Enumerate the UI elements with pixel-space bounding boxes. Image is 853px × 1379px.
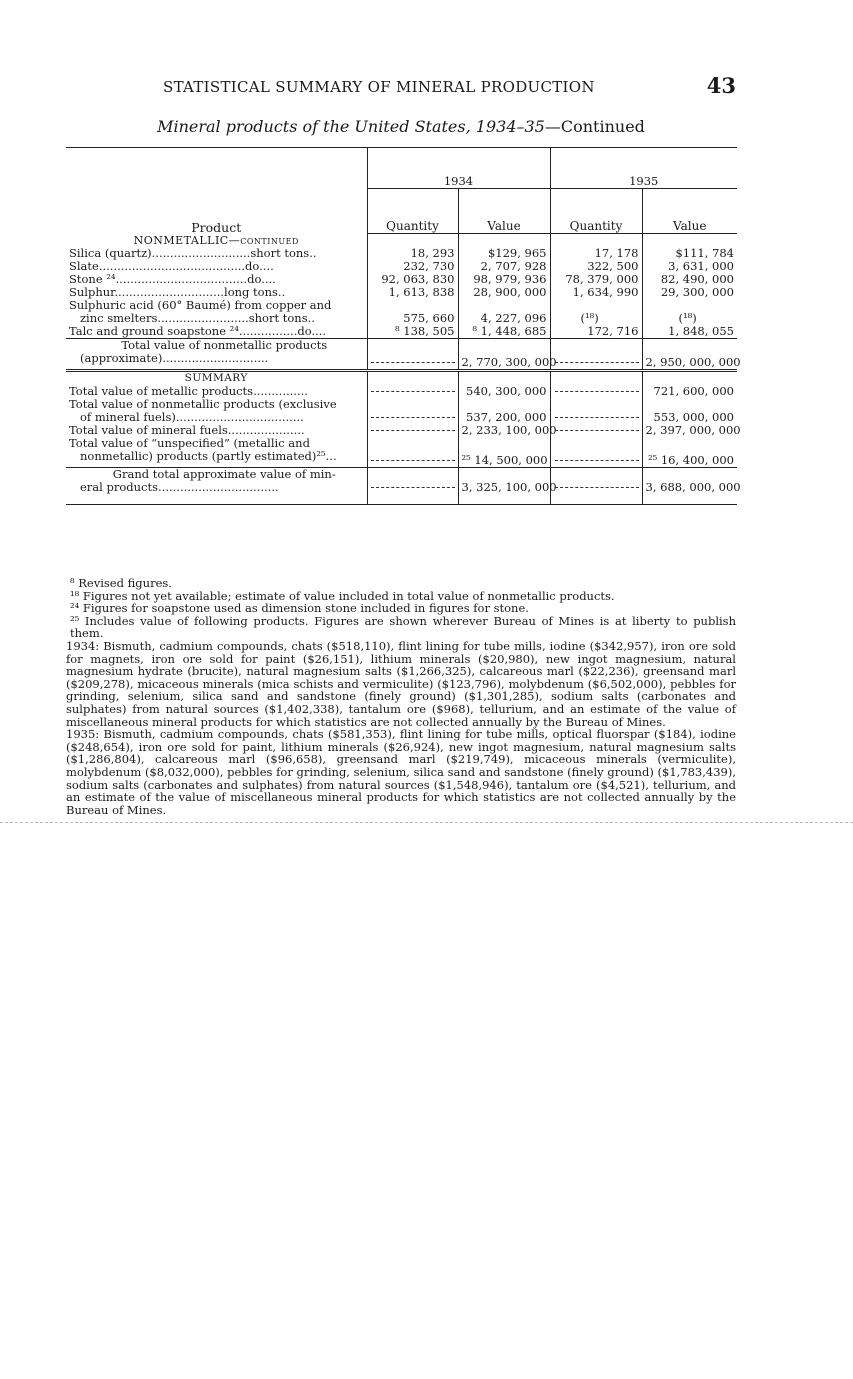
quantity-1935-cell: 17, 178 xyxy=(550,247,642,260)
footnote-25-1934-list: 1934: Bismuth, cadmium compounds, chats ($518,110), flint lining for tube mills, iodine ($342,957), iron ore sold for magnets, iron ore sold for paint ($26,151), lithium minerals ($20,980), new ingot magnesium, natural magnesium hydrate (brucite), natural magnesium salts ($1,266,325), calcareous marl ($22,236), greensand marl ($209,278), micaceous minerals (mica schists and vermiculite) ($123,796), molybdenum ($6,502,000), pebbles for grinding, selenium, silica sand and sandstone (finely ground) ($1,301,285), sodium salts (carbonates and sulphates) from natural sources ($1,402,338), tantalum ore ($968), tellurium, and an estimate of the value of miscellaneous mineral products for which statistics are not collected annually by the Bureau of Mines. xyxy=(66,638,736,729)
product-column-header: Product xyxy=(66,148,367,234)
total-nonmetallic-row-a xyxy=(66,338,737,352)
total-nonmetallic-row xyxy=(66,352,737,371)
quantity-1934-header: Quantity xyxy=(367,189,458,234)
table-row xyxy=(66,312,737,325)
quantity-1935-header: Quantity xyxy=(550,189,642,234)
summary-row xyxy=(66,398,737,411)
quantity-1934-cell: 1, 613, 838 xyxy=(367,286,458,299)
value-1934-cell: 98, 979, 936 xyxy=(458,273,550,286)
quantity-1934-cell: ⁸ 138, 505 xyxy=(367,325,458,339)
section-heading-nonmetallic: NONMETALLIC—continued xyxy=(133,233,299,247)
value-1934-cell: 28, 900, 000 xyxy=(458,286,550,299)
value-1934-cell: 2, 707, 928 xyxy=(458,260,550,273)
dash-leader xyxy=(555,362,639,363)
value-1934-cell xyxy=(458,299,550,312)
total-nonmetallic-1935: 2, 950, 000, 000 xyxy=(642,352,737,371)
value-1935-header: Value xyxy=(642,189,737,234)
empty-leader-cell xyxy=(550,352,642,371)
empty-leader-cell xyxy=(550,385,642,398)
value-1935-cell: (¹⁸) xyxy=(642,312,737,325)
row-label: Stone ²⁴....................................do.... xyxy=(69,271,276,286)
grand-total-1934: 3, 325, 100, 000 xyxy=(458,481,550,505)
empty-leader-cell xyxy=(550,424,642,437)
value-1935-cell: 29, 300, 000 xyxy=(642,286,737,299)
value-1934-cell: ⁸ 1, 448, 685 xyxy=(458,325,550,339)
summary-1934-cell: 2, 233, 100, 000 xyxy=(458,424,550,437)
row-label: Slate........................................do.... xyxy=(69,258,274,273)
quantity-1935-cell xyxy=(550,299,642,312)
quantity-1934-cell xyxy=(367,299,458,312)
grand-total-1935: 3, 688, 000, 000 xyxy=(642,481,737,505)
row-label: Silica (quartz)...........................short tons.. xyxy=(69,245,317,260)
dash-leader xyxy=(371,460,455,461)
summary-1934-cell xyxy=(458,398,550,411)
value-1934-header: Value xyxy=(458,189,550,234)
quantity-1935-cell: 1, 634, 990 xyxy=(550,286,642,299)
total-nonmetallic-label-2: (approximate)............................. xyxy=(66,352,367,371)
row-label: Sulphuric acid (60° Baumé) from copper and xyxy=(69,297,332,312)
empty-leader-cell xyxy=(550,450,642,468)
summary-label: Total value of mineral fuels..................... xyxy=(69,422,305,437)
quantity-1934-cell: 92, 063, 830 xyxy=(367,273,458,286)
summary-1935-cell: 553, 000, 000 xyxy=(642,411,737,424)
summary-1934-cell: 540, 300, 000 xyxy=(458,385,550,398)
dash-leader xyxy=(555,417,639,418)
empty-leader-cell xyxy=(367,424,458,437)
summary-1935-cell: 721, 600, 000 xyxy=(642,385,737,398)
summary-row xyxy=(66,437,737,450)
empty-leader-cell xyxy=(367,385,458,398)
row-label: Talc and ground soapstone ²⁴................do.... xyxy=(69,323,327,338)
table-row xyxy=(66,247,737,260)
dash-leader xyxy=(371,362,455,363)
dash-leader xyxy=(555,430,639,431)
summary-label: Total value of nonmetallic products (exclusive xyxy=(69,396,337,411)
caption-title: Mineral products of the United States, 1934–35 xyxy=(157,117,545,136)
footnote-24: ²⁴ Figures for soapstone used as dimension stone included in figures for stone. xyxy=(70,601,529,616)
footnote-18: ¹⁸ Figures not yet available; estimate of value included in total value of nonmetallic products. xyxy=(70,588,615,603)
section-heading-summary: SUMMARY xyxy=(184,371,248,384)
value-1934-cell: 4, 227, 096 xyxy=(458,312,550,325)
footnote-8: ⁸ Revised figures. xyxy=(70,576,172,590)
summary-1934-cell xyxy=(458,437,550,450)
summary-row xyxy=(66,450,737,468)
empty-leader-cell xyxy=(367,411,458,424)
quantity-1935-cell: 172, 716 xyxy=(550,325,642,339)
grand-total-label-2: eral products................................. xyxy=(66,481,367,505)
grand-total-label-1: Grand total approximate value of min- xyxy=(66,467,367,481)
summary-label: of mineral fuels)................................... xyxy=(80,409,304,424)
value-1935-cell xyxy=(642,299,737,312)
running-head xyxy=(66,73,736,100)
quantity-1935-cell: (¹⁸) xyxy=(550,312,642,325)
table-row xyxy=(66,299,737,312)
value-1935-cell: 3, 631, 000 xyxy=(642,260,737,273)
summary-1935-cell xyxy=(642,398,737,411)
empty-leader-cell xyxy=(367,481,458,505)
empty-leader-cell xyxy=(367,450,458,468)
empty-leader-cell xyxy=(550,411,642,424)
row-label: zinc smelters.........................short tons.. xyxy=(80,310,315,325)
value-1934-cell: $129, 965 xyxy=(458,247,550,260)
dash-leader xyxy=(371,417,455,418)
summary-1935-cell xyxy=(642,437,737,450)
summary-1934-cell: 537, 200, 000 xyxy=(458,411,550,424)
table-caption xyxy=(66,117,736,136)
quantity-1934-cell: 232, 730 xyxy=(367,260,458,273)
running-title: STATISTICAL SUMMARY OF MINERAL PRODUCTION xyxy=(163,78,595,96)
empty-leader-cell xyxy=(367,352,458,371)
footnote-25: ²⁵ Includes value of following products. Figures are shown wherever Bureau of Mines is at liberty to publish them. xyxy=(70,613,736,641)
footnote-25-1935-list: 1935: Bismuth, cadmium compounds, chats ($581,353), flint lining for tube mills, optical fluorspar ($184), iodine ($248,654), iron ore sold for paint, lithium minerals ($26,924), new ingot magnesium, natural magnesium salts ($1,286,804), calcareous marl ($96,658), greensand marl ($219,749), micaceous minerals (vermiculite), molybdenum ($8,032,000), pebbles for grinding, selenium, silica sand and sandstone (finely ground) ($1,783,439), sodium salts (carbonates and sulphates) from natural sources ($1,548,946), tantalum ore ($4,521), tellurium, and an estimate of the value of miscellaneous mineral products for which statistics are not collected annually by the Bureau of Mines. xyxy=(66,727,736,817)
caption-continued: —Continued xyxy=(544,117,645,136)
summary-row xyxy=(66,385,737,398)
dash-leader xyxy=(371,487,455,488)
value-1935-cell: 1, 848, 055 xyxy=(642,325,737,339)
page-number: 43 xyxy=(706,73,736,98)
value-1935-cell: 82, 490, 000 xyxy=(642,273,737,286)
year-1934-header: 1934 xyxy=(367,148,550,189)
summary-row xyxy=(66,411,737,424)
summary-label: Total value of metallic products............... xyxy=(69,383,308,398)
table-row xyxy=(66,273,737,286)
quantity-1934-cell: 18, 293 xyxy=(367,247,458,260)
quantity-1934-cell: 575, 660 xyxy=(367,312,458,325)
summary-row xyxy=(66,424,737,437)
dash-leader xyxy=(371,391,455,392)
mineral-products-table xyxy=(66,147,741,505)
table-header-row xyxy=(66,148,737,189)
dash-leader xyxy=(371,430,455,431)
empty-leader-cell xyxy=(550,481,642,505)
table-row xyxy=(66,286,737,299)
row-label: Sulphur..............................long tons.. xyxy=(69,284,286,299)
value-1935-cell: $111, 784 xyxy=(642,247,737,260)
dash-leader xyxy=(555,487,639,488)
quantity-1935-cell: 78, 379, 000 xyxy=(550,273,642,286)
table-row xyxy=(66,325,737,339)
grand-total-row xyxy=(66,481,737,505)
total-nonmetallic-1934: 2, 770, 300, 000 xyxy=(458,352,550,371)
total-nonmetallic-label-1: Total value of nonmetallic products xyxy=(66,338,367,352)
footnotes xyxy=(66,577,736,816)
summary-1935-cell: ²⁵ 16, 400, 000 xyxy=(642,450,737,468)
section-row-summary xyxy=(66,370,737,385)
dash-leader xyxy=(555,391,639,392)
scan-artifact-line xyxy=(0,822,853,823)
summary-label: nonmetallic) products (partly estimated)²⁵... xyxy=(80,448,337,463)
summary-1934-cell: ²⁵ 14, 500, 000 xyxy=(458,450,550,468)
grand-total-row-a xyxy=(66,467,737,481)
year-1935-header: 1935 xyxy=(550,148,737,189)
dash-leader xyxy=(555,460,639,461)
summary-1935-cell: 2, 397, 000, 000 xyxy=(642,424,737,437)
section-row-nonmetallic xyxy=(66,234,737,247)
table-row xyxy=(66,260,737,273)
quantity-1935-cell: 322, 500 xyxy=(550,260,642,273)
summary-label: Total value of “unspecified” (metallic and xyxy=(69,435,310,450)
